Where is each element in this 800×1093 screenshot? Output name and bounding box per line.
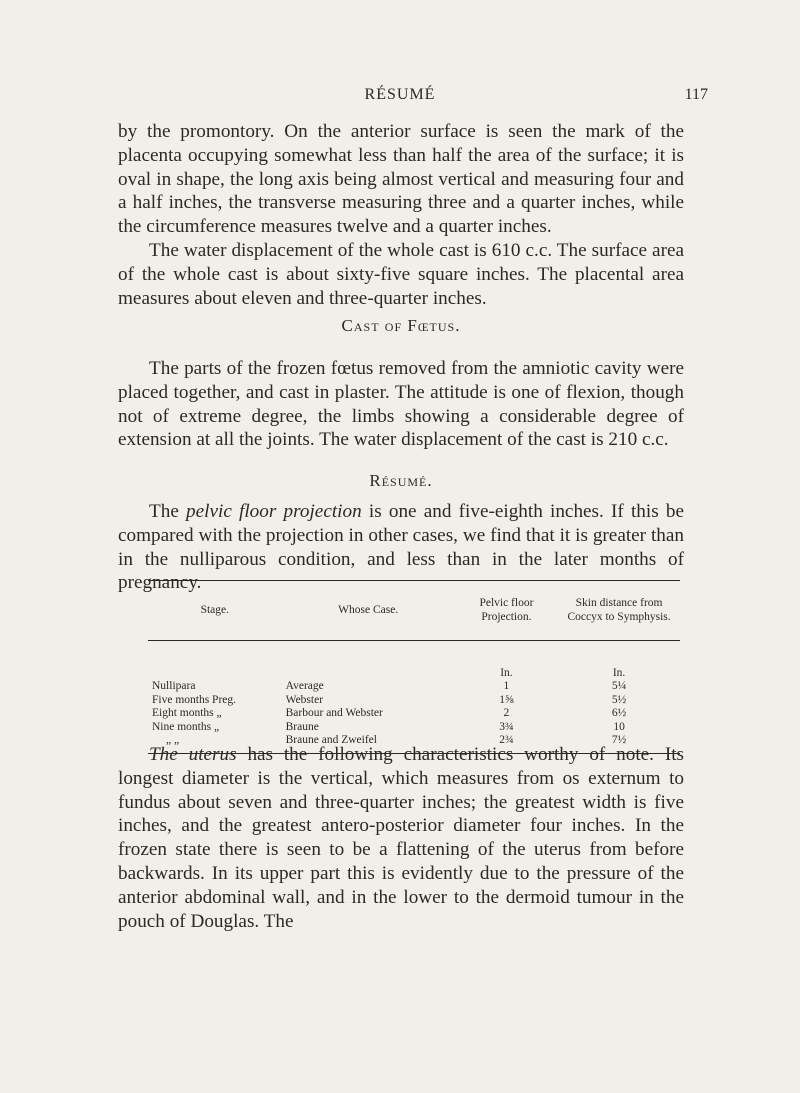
paragraph-5 bbox=[118, 743, 684, 933]
running-header bbox=[0, 86, 800, 110]
cell-case: Braune and Zweifel bbox=[282, 734, 455, 754]
cell-case: Braune bbox=[285, 720, 319, 733]
header-stage: Stage. bbox=[148, 581, 282, 641]
section-heading-resume bbox=[118, 471, 684, 491]
paragraph-3: The parts of the frozen fœtus removed from the amniotic cavity were placed together, and cast in plaster. The attitude is one of flexion, though not of extreme degree, the limbs showing a considerable degree of extension at all the joints. The water displacement of the cast is 210 c.c. bbox=[118, 358, 684, 451]
text-block-2 bbox=[118, 357, 684, 452]
table-units-row bbox=[148, 641, 680, 681]
table-row bbox=[148, 707, 680, 720]
cell-distance: 7½ bbox=[558, 734, 680, 754]
unit-distance: In. bbox=[612, 667, 626, 679]
text-block-1 bbox=[118, 120, 684, 310]
cell-stage: Eight months „ bbox=[152, 707, 222, 720]
p4-italic: pelvic floor projection bbox=[186, 501, 362, 522]
paragraph-1: by the promontory. On the anterior surface is seen the mark of the placenta occupying somewhat less than half the area of the surface; it is oval in shape, the long axis being almost vertical and measuring four and a half inches, the transverse measuring three and a quarter inches, while the circumference measures twelve and a quarter inches. bbox=[118, 121, 684, 238]
header-projection: Pelvic floor Projection. bbox=[455, 581, 558, 641]
cell-projection: 2 bbox=[503, 707, 510, 720]
cell-distance: 5¼ bbox=[611, 680, 627, 693]
cell-projection: 2¾ bbox=[455, 734, 558, 754]
header-case: Whose Case. bbox=[282, 581, 455, 641]
cell-case: Barbour and Webster bbox=[285, 707, 383, 720]
cell-distance: 5½ bbox=[611, 693, 627, 706]
cell-projection: 1 bbox=[503, 680, 510, 693]
heading-resume-text: Résumé. bbox=[369, 471, 433, 490]
header-distance: Skin distance from Coccyx to Symphysis. bbox=[558, 581, 680, 641]
cell-stage: Nine months „ bbox=[152, 720, 220, 733]
cell-stage: Five months Preg. bbox=[152, 693, 237, 706]
cell-projection: 1⅝ bbox=[499, 693, 514, 706]
table-row bbox=[148, 721, 680, 734]
page-number: 117 bbox=[684, 86, 708, 103]
unit-projection: In. bbox=[500, 667, 513, 679]
heading-cast-text: Cast of Fœtus. bbox=[341, 316, 461, 335]
cell-projection: 3¾ bbox=[499, 720, 514, 733]
pelvic-floor-table bbox=[148, 580, 680, 754]
table-row bbox=[148, 680, 680, 693]
cell-case: Webster bbox=[285, 693, 324, 706]
cell-stage: Nullipara bbox=[152, 680, 196, 693]
table-header-row bbox=[148, 581, 680, 641]
cell-case: Average bbox=[285, 680, 324, 693]
cell-distance: 10 bbox=[613, 720, 625, 733]
text-block-4 bbox=[118, 743, 684, 933]
cell-stage: „ „ bbox=[148, 734, 282, 754]
section-heading-cast bbox=[118, 316, 684, 336]
table-row bbox=[148, 694, 680, 707]
p5-italic: The uterus bbox=[149, 744, 237, 765]
p4-rest: is one and five-eighth inches. If this be compared with the projection in other cases, we find that it is greater than in the nulliparous condition, and less than in the later months of pregnancy. bbox=[118, 501, 684, 594]
p4-lead: The bbox=[149, 501, 179, 522]
p5-rest: has the following characteristics worthy of note. Its longest diameter is the vertical, which measures from os externum to fundus about seven and three-quarter inches; the greatest width is five inches, and the greatest antero-posterior diameter four inches. In the frozen state there is seen to be a flattening of the uterus from before backwards. In its upper part this is evidently due to the pressure of the anterior abdominal wall, and in the lower to the dermoid tumour in the pouch of Douglas. The bbox=[118, 744, 685, 932]
paragraph-2: The water displacement of the whole cast is 610 c.c. The surface area of the whole cast is about sixty-five square inches. The placental area measures about eleven and three-quarter inches. bbox=[118, 239, 684, 309]
cell-distance: 6½ bbox=[611, 707, 627, 720]
running-title: RÉSUMÉ bbox=[364, 86, 436, 103]
